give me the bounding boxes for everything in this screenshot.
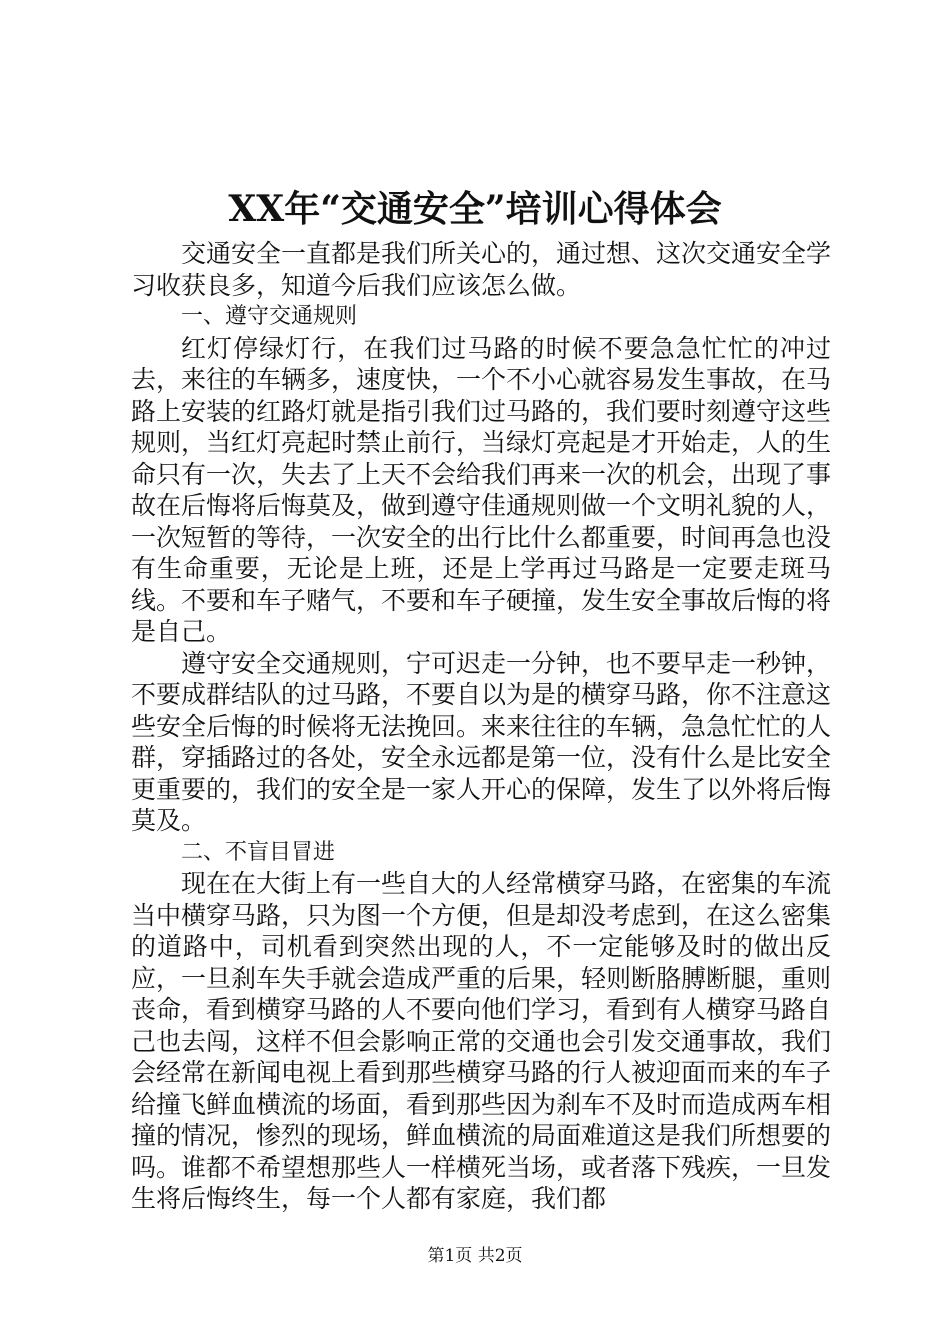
section-heading-2: 二、不盲目冒进 bbox=[181, 839, 336, 865]
paragraph-traffic-lights: 红灯停绿灯行，在我们过马路的时候不要急急忙忙的冲过去，来往的车辆多，速度快，一个不小心就容易发生事故，在马路上安装的红路灯就是指引我们过马路的，我们要时刻遵守这些规则，当红灯亮起时禁止前行，当绿灯亮起是才开始走，人的生命只有一次，失去了上天不会给我们再来一次的机会，出现了事故在后悔将后悔莫及，做到遵守佳通规则做一个文明礼貌的人，一次短暂的等待，一次安全的出行比什么都重要，时间再急也没有生命重要，无论是上班，还是上学再过马路是一定要走斑马线。不要和车子赌气，不要和车子硬撞，发生安全事故后悔的将是自己。 bbox=[131, 333, 832, 646]
paragraph-jaywalking: 现在在大街上有一些自大的人经常横穿马路，在密集的车流当中横穿马路，只为图一个方便，但是却没考虑到，在这么密集的道路中，司机看到突然出现的人，不一定能够及时的做出反应，一旦刹车失手就会造成严重的后果，轻则断胳膊断腿，重则丧命，看到横穿马路的人不要向他们学习，看到有人横穿马路自己也去闯，这样不但会影响正常的交通也会引发交通事故，我们会经常在新闻电视上看到那些横穿马路的行人被迎面而来的车子给撞飞鲜血横流的场面，看到那些因为刹车不及时而造成两车相撞的情况，惨烈的现场，鲜血横流的局面难道这是我们所想要的吗。谁都不希望想那些人一样横死当场，或者落下残疾，一旦发生将后悔终生，每一个人都有家庭，我们都 bbox=[131, 869, 832, 1213]
paragraph-safety-rules: 遵守安全交通规则，宁可迟走一分钟，也不要早走一秒钟，不要成群结队的过马路，不要自以为是的横穿马路，你不注意这些安全后悔的时候将无法挽回。来来往往的车辆，急急忙忙的人群，穿插路过的各处，安全永远都是第一位，没有什么是比安全更重要的，我们的安全是一家人开心的保障，发生了以外将后悔莫及。 bbox=[131, 648, 832, 835]
section-heading-1: 一、遵守交通规则 bbox=[181, 304, 358, 329]
page-footer: 第1页 共2页 bbox=[427, 1246, 523, 1266]
document-title: XX年“交通安全”培训心得体会 bbox=[228, 188, 722, 230]
paragraph-intro: 交通安全一直都是我们所关心的，通过想、这次交通安全学习收获良多，知道今后我们应该怎么做。 bbox=[131, 239, 832, 300]
document-body bbox=[131, 238, 831, 1215]
